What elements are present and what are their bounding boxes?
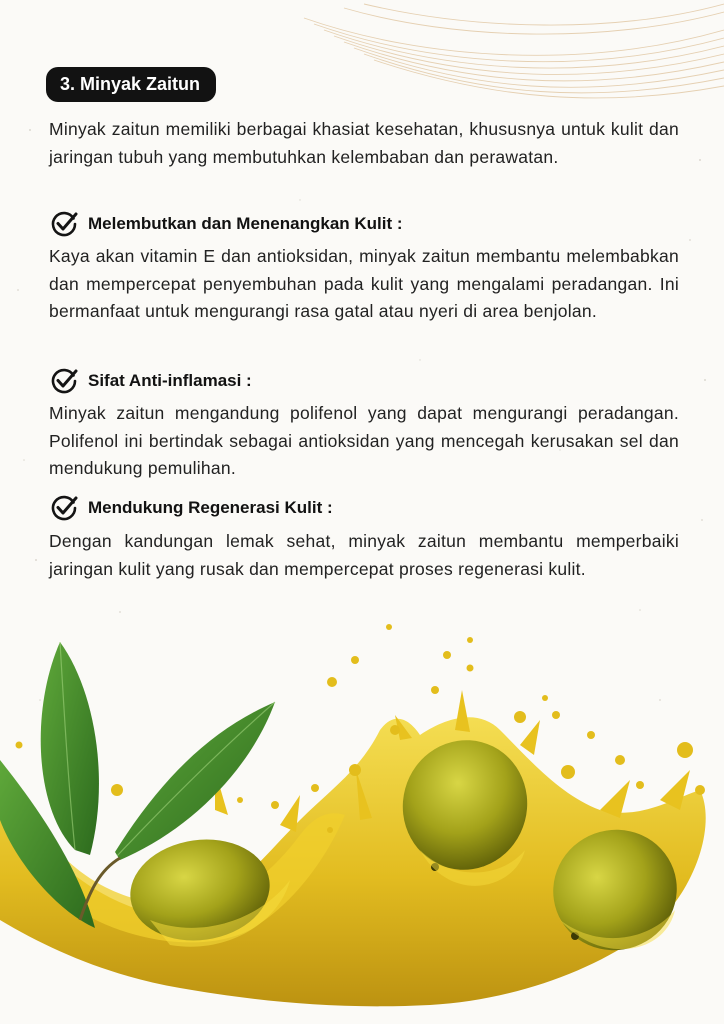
benefit-heading-text: Sifat Anti-inflamasi : xyxy=(88,371,252,390)
benefit-paragraph-2: Minyak zaitun mengandung polifenol yang dapat mengurangi peradangan. Polifenol ini bertindak sebagai antioksidan yang mencegah kerusakan sel dan mendukung pemulihan. xyxy=(49,403,679,478)
benefit-heading-text: Melembutkan dan Menenangkan Kulit : xyxy=(88,214,403,233)
benefit-heading-2 xyxy=(49,366,252,396)
benefit-heading-text: Mendukung Regenerasi Kulit : xyxy=(88,498,333,517)
section-title: 3. Minyak Zaitun xyxy=(46,67,216,102)
intro-paragraph: Minyak zaitun memiliki berbagai khasiat kesehatan, khususnya untuk kulit dan jaringan tubuh yang membutuhkan kelembaban dan perawatan. xyxy=(49,119,679,167)
benefit-paragraph-1: Kaya akan vitamin E dan antioksidan, minyak zaitun membantu melembabkan dan mempercepat penyembuhan pada kulit yang mengalami peradangan. Ini bermanfaat untuk mengurangi rasa gatal atau nyeri di area benjolan. xyxy=(49,246,679,321)
check-circle-icon xyxy=(49,366,79,396)
check-circle-icon xyxy=(49,493,79,523)
olive-oil-splash-illustration xyxy=(0,620,724,1024)
benefit-heading-3 xyxy=(49,493,333,523)
check-circle-icon xyxy=(49,209,79,239)
benefit-heading-1 xyxy=(49,209,403,239)
benefit-paragraph-3: Dengan kandungan lemak sehat, minyak zaitun membantu memperbaiki jaringan kulit yang rusak dan mempercepat proses regenerasi kulit. xyxy=(49,531,679,579)
